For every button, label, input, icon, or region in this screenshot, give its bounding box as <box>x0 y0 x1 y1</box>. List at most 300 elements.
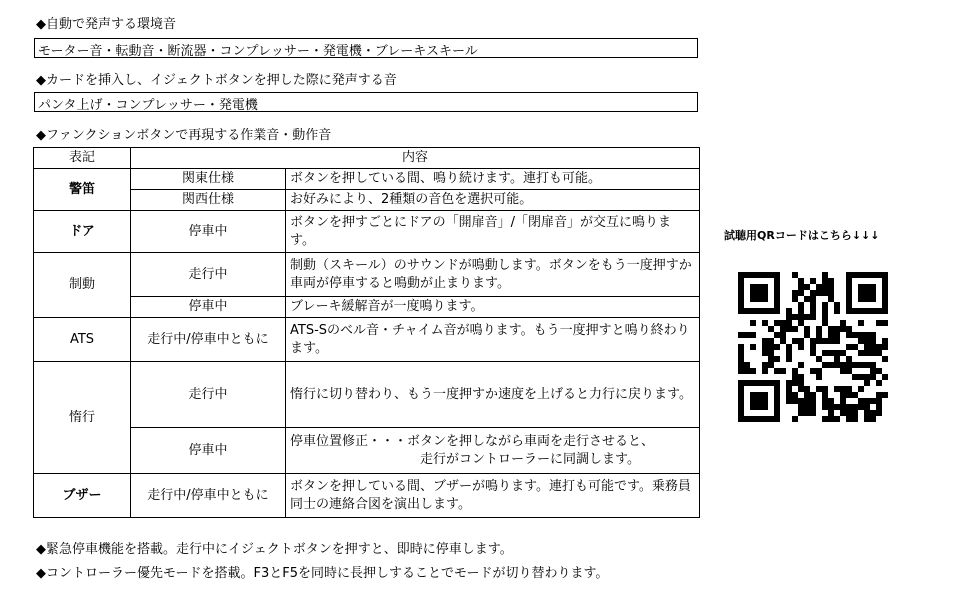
qr-module <box>768 362 774 368</box>
qr-module <box>738 302 744 308</box>
cond-seido-stopped: 停車中 <box>131 297 286 318</box>
qr-module <box>762 368 768 374</box>
qr-module <box>774 404 780 410</box>
qr-module <box>792 374 798 380</box>
qr-module <box>816 284 822 290</box>
qr-module <box>852 374 858 380</box>
qr-module <box>882 374 888 380</box>
qr-module <box>774 398 780 404</box>
qr-module <box>870 272 876 278</box>
qr-module <box>762 290 768 296</box>
qr-module <box>822 386 828 392</box>
qr-module <box>882 272 888 278</box>
qr-module <box>840 362 846 368</box>
qr-module <box>774 272 780 278</box>
qr-module <box>834 302 840 308</box>
qr-module <box>810 278 816 284</box>
qr-module <box>738 404 744 410</box>
qr-module <box>816 368 822 374</box>
qr-module <box>858 398 864 404</box>
qr-module <box>738 296 744 302</box>
table-row <box>34 190 700 211</box>
qr-module <box>822 362 828 368</box>
qr-module <box>864 410 870 416</box>
qr-module <box>786 344 792 350</box>
qr-module <box>792 296 798 302</box>
qr-module <box>852 308 858 314</box>
qr-module <box>804 398 810 404</box>
table-row <box>34 253 700 297</box>
function-table <box>33 147 700 518</box>
qr-module <box>840 392 846 398</box>
qr-module <box>738 332 744 338</box>
qr-module <box>858 386 864 392</box>
qr-module <box>870 374 876 380</box>
qr-module <box>792 380 798 386</box>
qr-module <box>870 368 876 374</box>
qr-module <box>846 308 852 314</box>
qr-module <box>804 386 810 392</box>
qr-module <box>858 350 864 356</box>
desc-kanto: ボタンを押している間、鳴り続けます。連打も可能。 <box>286 169 700 190</box>
qr-module <box>780 320 786 326</box>
qr-module <box>858 332 864 338</box>
qr-module <box>810 344 816 350</box>
qr-module <box>864 290 870 296</box>
qr-module <box>786 392 792 398</box>
qr-module <box>750 296 756 302</box>
qr-module <box>768 344 774 350</box>
auto-sounds-box <box>34 38 698 58</box>
qr-module <box>882 308 888 314</box>
qr-module <box>828 416 834 422</box>
qr-module <box>864 338 870 344</box>
qr-module <box>840 386 846 392</box>
qr-module <box>750 344 756 350</box>
qr-module <box>792 416 798 422</box>
qr-module <box>738 290 744 296</box>
qr-module <box>750 320 756 326</box>
qr-module <box>816 290 822 296</box>
qr-module <box>822 314 828 320</box>
header-term: 表記 <box>34 148 131 169</box>
table-row <box>34 474 700 518</box>
qr-module <box>834 308 840 314</box>
qr-module <box>774 278 780 284</box>
header-content: 内容 <box>131 148 700 169</box>
card-sounds-box <box>34 92 698 112</box>
qr-module <box>810 398 816 404</box>
qr-module <box>750 284 756 290</box>
qr-module <box>768 350 774 356</box>
qr-module <box>846 392 852 398</box>
qr-module <box>864 332 870 338</box>
qr-module <box>786 386 792 392</box>
qr-module <box>774 392 780 398</box>
qr-module <box>780 326 786 332</box>
qr-module <box>834 332 840 338</box>
qr-module <box>846 332 852 338</box>
qr-module <box>864 344 870 350</box>
qr-module <box>738 362 744 368</box>
qr-module <box>864 350 870 356</box>
qr-module <box>822 350 828 356</box>
qr-module <box>864 398 870 404</box>
note-controller: ◆コントローラー優先モードを搭載。F3とF5を同時に長押しすることでモードが切り替わります。 <box>36 566 609 581</box>
qr-module <box>774 416 780 422</box>
qr-module <box>780 338 786 344</box>
qr-module <box>822 398 828 404</box>
qr-module <box>798 302 804 308</box>
qr-module <box>828 290 834 296</box>
qr-module <box>846 278 852 284</box>
qr-module <box>822 302 828 308</box>
qr-module <box>804 314 810 320</box>
qr-module <box>858 290 864 296</box>
qr-module <box>846 356 852 362</box>
qr-module <box>834 356 840 362</box>
qr-module <box>834 362 840 368</box>
qr-module <box>762 398 768 404</box>
qr-module <box>774 284 780 290</box>
qr-module <box>858 320 864 326</box>
qr-module <box>792 290 798 296</box>
cond-dako-running: 走行中 <box>131 362 286 428</box>
qr-module <box>738 344 744 350</box>
qr-module <box>786 314 792 320</box>
qr-module <box>846 344 852 350</box>
qr-module <box>852 344 858 350</box>
qr-module <box>864 296 870 302</box>
qr-module <box>810 314 816 320</box>
qr-module <box>738 386 744 392</box>
qr-module <box>804 284 810 290</box>
qr-module <box>870 290 876 296</box>
qr-module <box>816 374 822 380</box>
qr-module <box>798 278 804 284</box>
qr-module <box>750 290 756 296</box>
cond-seido-running: 走行中 <box>131 253 286 297</box>
qr-module <box>750 392 756 398</box>
qr-module <box>762 272 768 278</box>
qr-module <box>786 380 792 386</box>
term-ats: ATS <box>34 318 131 362</box>
qr-module <box>750 272 756 278</box>
qr-module <box>744 368 750 374</box>
qr-module <box>738 356 744 362</box>
qr-module <box>738 350 744 356</box>
qr-module <box>780 332 786 338</box>
desc-dako-stopped-line1: 停車位置修正・・・ボタンを押しながら車両を走行させると、 <box>290 433 655 449</box>
qr-module <box>822 416 828 422</box>
qr-module <box>768 338 774 344</box>
function-sounds-heading: ◆ファンクションボタンで再現する作業音・動作音 <box>36 128 332 143</box>
qr-module <box>786 350 792 356</box>
qr-module <box>816 326 822 332</box>
qr-module <box>882 296 888 302</box>
qr-module <box>828 404 834 410</box>
qr-module <box>798 362 804 368</box>
qr-module <box>870 284 876 290</box>
desc-dako-stopped-line2: 走行がコントローラーに同調します。 <box>420 451 640 467</box>
qr-module <box>744 362 750 368</box>
qr-module <box>768 326 774 332</box>
qr-module <box>828 332 834 338</box>
qr-module <box>774 296 780 302</box>
qr-module <box>762 284 768 290</box>
qr-module <box>810 392 816 398</box>
qr-module <box>870 338 876 344</box>
qr-module <box>852 362 858 368</box>
qr-module <box>828 284 834 290</box>
qr-module <box>870 332 876 338</box>
qr-module <box>798 320 804 326</box>
qr-module <box>774 344 780 350</box>
qr-module <box>750 380 756 386</box>
qr-module <box>882 290 888 296</box>
qr-module <box>738 380 744 386</box>
qr-module <box>774 320 780 326</box>
qr-module <box>828 362 834 368</box>
qr-module <box>828 350 834 356</box>
qr-module <box>798 410 804 416</box>
qr-module <box>882 278 888 284</box>
qr-module <box>750 398 756 404</box>
qr-module <box>792 398 798 404</box>
qr-module <box>876 272 882 278</box>
qr-module <box>858 362 864 368</box>
qr-module <box>780 368 786 374</box>
desc-buzzer: ボタンを押している間、ブザーが鳴ります。連打も可能です。乗務員同士の連絡合図を演出します。 <box>286 474 700 518</box>
qr-module <box>750 332 756 338</box>
note-emergency: ◆緊急停車機能を搭載。走行中にイジェクトボタンを押すと、即時に停車します。 <box>36 542 513 557</box>
qr-module <box>846 410 852 416</box>
qr-module <box>822 290 828 296</box>
qr-module <box>882 356 888 362</box>
qr-module <box>798 284 804 290</box>
qr-module <box>798 374 804 380</box>
desc-seido-running: 制動（スキール）のサウンドが鳴動します。ボタンをもう一度押すか車両が停車すると鳴動が止まります。 <box>286 253 700 297</box>
qr-module <box>804 392 810 398</box>
qr-module <box>870 296 876 302</box>
qr-module <box>756 392 762 398</box>
qr-module <box>876 350 882 356</box>
qr-module <box>786 320 792 326</box>
qr-module <box>756 284 762 290</box>
qr-module <box>738 272 744 278</box>
qr-module <box>870 350 876 356</box>
qr-module <box>798 404 804 410</box>
qr-module <box>768 356 774 362</box>
qr-module <box>792 338 798 344</box>
qr-module <box>762 320 768 326</box>
qr-module <box>804 296 810 302</box>
qr-module <box>864 374 870 380</box>
qr-module <box>786 356 792 362</box>
card-sounds-content: パンタ上げ・コンプレッサー・発電機 <box>38 98 258 113</box>
qr-module <box>858 284 864 290</box>
qr-module <box>846 302 852 308</box>
qr-module <box>870 344 876 350</box>
qr-module <box>846 362 852 368</box>
qr-module <box>828 326 834 332</box>
qr-module <box>762 380 768 386</box>
qr-module <box>744 308 750 314</box>
qr-module <box>840 368 846 374</box>
table-row <box>34 169 700 190</box>
qr-module <box>810 404 816 410</box>
qr-module <box>786 326 792 332</box>
qr-module <box>876 392 882 398</box>
qr-module <box>846 296 852 302</box>
qr-module <box>810 296 816 302</box>
qr-module <box>816 386 822 392</box>
qr-module <box>822 272 828 278</box>
qr-module <box>858 272 864 278</box>
qr-module <box>798 290 804 296</box>
qr-module <box>876 410 882 416</box>
qr-module <box>840 410 846 416</box>
qr-module <box>846 404 852 410</box>
qr-module <box>828 398 834 404</box>
qr-module <box>786 308 792 314</box>
qr-module <box>828 338 834 344</box>
qr-module <box>768 416 774 422</box>
qr-module <box>774 290 780 296</box>
qr-module <box>816 338 822 344</box>
qr-module <box>876 398 882 404</box>
qr-module <box>852 332 858 338</box>
qr-module <box>852 392 858 398</box>
qr-module <box>774 332 780 338</box>
qr-module <box>846 290 852 296</box>
qr-module <box>858 338 864 344</box>
qr-module <box>822 392 828 398</box>
qr-module <box>756 296 762 302</box>
qr-module <box>876 320 882 326</box>
qr-module <box>750 308 756 314</box>
qr-module <box>840 350 846 356</box>
desc-seido-stopped: ブレーキ緩解音が一度鳴ります。 <box>286 297 700 318</box>
qr-module <box>798 386 804 392</box>
cond-kansai: 関西仕様 <box>131 190 286 211</box>
qr-module <box>738 368 744 374</box>
qr-module <box>798 308 804 314</box>
qr-module <box>834 416 840 422</box>
qr-module <box>834 338 840 344</box>
qr-module <box>756 416 762 422</box>
term-door: ドア <box>34 211 131 253</box>
qr-module <box>852 416 858 422</box>
qr-module <box>846 284 852 290</box>
qr-module <box>774 302 780 308</box>
qr-module <box>738 416 744 422</box>
qr-module <box>822 308 828 314</box>
qr-module <box>762 350 768 356</box>
qr-module <box>750 368 756 374</box>
table-row <box>34 211 700 253</box>
qr-module <box>756 404 762 410</box>
qr-module <box>744 272 750 278</box>
desc-door: ボタンを押すごとにドアの「開扉音」/「閉扉音」が交互に鳴ります。 <box>286 211 700 253</box>
qr-module <box>798 344 804 350</box>
qr-module <box>876 368 882 374</box>
cond-door: 停車中 <box>131 211 286 253</box>
qr-module <box>822 338 828 344</box>
qr-module <box>774 380 780 386</box>
qr-module <box>840 404 846 410</box>
table-row <box>34 362 700 428</box>
qr-module <box>774 410 780 416</box>
table-row <box>34 318 700 362</box>
qr-module <box>876 404 882 410</box>
qr-module <box>834 404 840 410</box>
qr-module <box>762 296 768 302</box>
qr-module <box>762 362 768 368</box>
qr-module <box>792 314 798 320</box>
qr-module <box>876 344 882 350</box>
qr-module <box>762 308 768 314</box>
qr-module <box>858 296 864 302</box>
qr-module <box>828 410 834 416</box>
term-buzzer: ブザー <box>34 474 131 518</box>
desc-dako-stopped <box>286 428 700 474</box>
table-header-row <box>34 148 700 169</box>
term-keiteki: 警笛 <box>34 169 131 211</box>
qr-module <box>792 326 798 332</box>
qr-module <box>840 320 846 326</box>
table-row <box>34 297 700 318</box>
qr-module <box>852 404 858 410</box>
qr-module <box>846 386 852 392</box>
qr-module <box>834 326 840 332</box>
qr-module <box>882 302 888 308</box>
qr-module <box>738 398 744 404</box>
qr-module <box>834 350 840 356</box>
qr-module <box>810 338 816 344</box>
qr-module <box>762 416 768 422</box>
qr-module <box>882 338 888 344</box>
qr-module <box>756 398 762 404</box>
qr-module <box>804 326 810 332</box>
qr-module <box>816 356 822 362</box>
qr-module <box>810 290 816 296</box>
qr-module <box>804 410 810 416</box>
qr-module <box>774 368 780 374</box>
qr-module <box>768 380 774 386</box>
qr-module <box>864 362 870 368</box>
qr-module <box>876 380 882 386</box>
qr-module <box>744 416 750 422</box>
qr-module <box>852 410 858 416</box>
qr-module <box>738 392 744 398</box>
qr-code-icon[interactable] <box>738 270 888 424</box>
qr-module <box>864 284 870 290</box>
qr-module <box>870 362 876 368</box>
qr-module <box>786 398 792 404</box>
qr-module <box>750 404 756 410</box>
qr-module <box>882 284 888 290</box>
qr-module <box>792 392 798 398</box>
qr-module <box>870 398 876 404</box>
qr-module <box>876 308 882 314</box>
qr-module <box>738 284 744 290</box>
qr-module <box>846 368 852 374</box>
qr-module <box>816 332 822 338</box>
qr-module <box>804 404 810 410</box>
qr-module <box>846 272 852 278</box>
qr-module <box>858 308 864 314</box>
